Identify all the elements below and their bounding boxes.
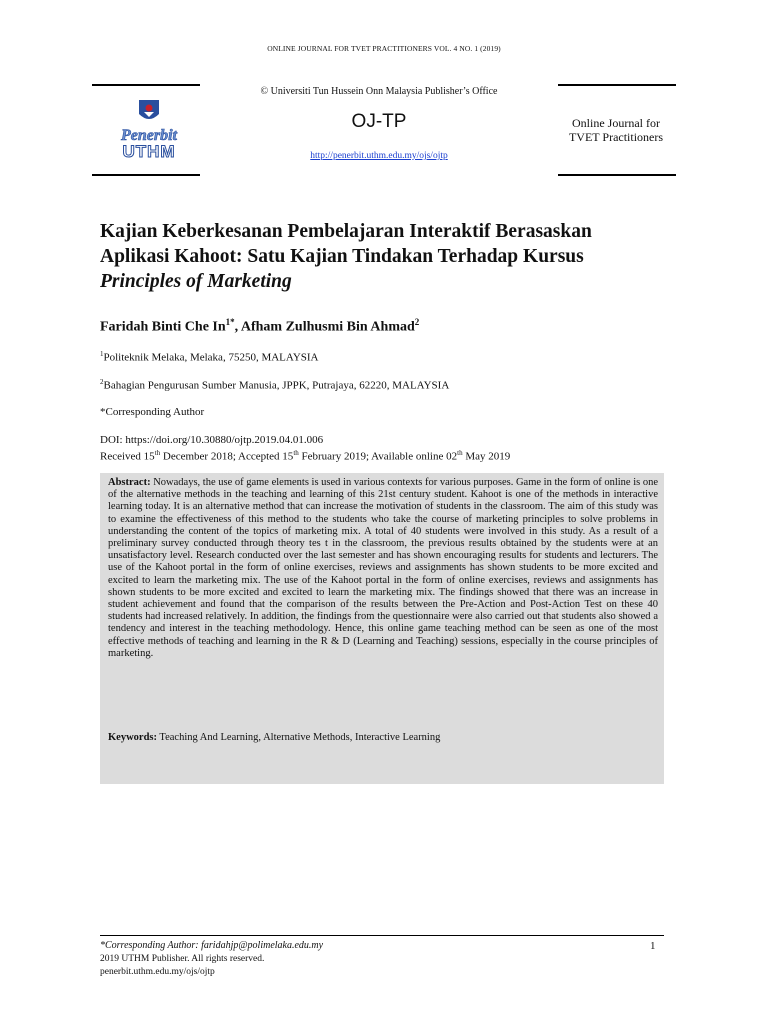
author-2-sup: 2	[414, 317, 420, 327]
article-title	[100, 219, 670, 294]
publisher-site[interactable]: penerbit.uthm.edu.my/ojs/ojtp	[100, 967, 215, 977]
header-rule-left-top	[92, 84, 200, 86]
journal-name-line1: Online Journal for	[572, 116, 660, 130]
keywords	[108, 732, 440, 743]
abstract-box	[100, 473, 664, 784]
doi-line[interactable]: DOI: https://doi.org/10.30880/ojtp.2019.04.01.006	[100, 434, 324, 446]
title-line2: Aplikasi Kahoot: Satu Kajian Tindakan Terhadap Kursus	[100, 246, 584, 267]
header-rule-right-bottom	[558, 174, 676, 176]
journal-url-link[interactable]: http://penerbit.uthm.edu.my/ojs/ojtp	[310, 151, 448, 161]
publisher-notice: 2019 UTHM Publisher. All rights reserved.	[100, 954, 265, 964]
journal-name-line2: TVET Practitioners	[568, 130, 664, 144]
penerbit-uthm-logo	[104, 98, 194, 162]
page-number: 1	[650, 940, 656, 952]
title-line3: Principles of Marketing	[100, 271, 292, 292]
copyright-notice: © Universiti Tun Hussein Onn Malaysia Publisher’s Office	[260, 86, 498, 97]
author-separator: ,	[234, 319, 241, 335]
affiliation-1-sup: 1	[100, 350, 104, 358]
keywords-label: Keywords:	[108, 732, 157, 743]
crest-icon	[139, 100, 159, 119]
corresponding-email: *Corresponding Author: faridahjp@polimelaka.edu.my	[100, 940, 324, 951]
abstract-text	[108, 477, 658, 660]
affiliation-2: $^2$Bahagian Pengurusan Sumber Manusia, JPPK, Putrajaya, 62220, MALAYSIA	[100, 378, 450, 392]
received-dates: Received 15th December 2018; Accepted 15th February 2019; Available online 02th May 2019	[100, 449, 511, 463]
running-head: ONLINE JOURNAL FOR TVET PRACTITIONERS VOL. 4 NO. 1 (2019)	[267, 44, 501, 53]
logo-text-bottom: UTHM	[122, 142, 176, 161]
author-1-sup: 1*	[225, 317, 235, 327]
title-line1: Kajian Keberkesanan Pembelajaran Interaktif Berasaskan	[100, 221, 592, 242]
abstract-label: Abstract:	[108, 477, 151, 488]
affiliation-2-sup: 2	[100, 378, 104, 386]
keywords-list: Teaching And Learning, Alternative Methods, Interactive Learning	[157, 732, 441, 743]
affiliation-1: $^1$Politeknik Melaka, Melaka, 75250, MALAYSIA	[100, 350, 319, 364]
author-list	[100, 317, 419, 336]
logo-text-top: Penerbit	[121, 127, 177, 144]
corresponding-label: *Corresponding Author	[100, 406, 205, 418]
header-rule-right-top	[558, 84, 676, 86]
author-2: Afham Zulhusmi Bin Ahmad	[240, 319, 415, 335]
journal-abbreviation: OJ-TP	[351, 111, 407, 132]
author-1: Faridah Binti Che In	[100, 319, 226, 335]
journal-name	[558, 116, 674, 144]
footnote-rule	[100, 935, 664, 936]
header-rule-left-bottom	[92, 174, 200, 176]
abstract-body: Nowadays, the use of game elements is used in various contexts for various purposes. Game in the form of online is one of the alternative methods in the teaching and learning of this 21st century student. Kahoot is one of the methods in interactive learning today. It is an alternative method that can increase the motivation of students in the classroom. The aim of this study was to examine the effectiveness of this method to the students who take the course of marketing principles to solve problems in understanding the content of the topics of marketing mix. A total of 40 students were involved in this study. As a result of a preliminary survey conducted through theory tes t in the classroom, the previous results obtained by the students were at an unsatisfactory level. Research conducted over the last semester and has shown encouraging results for students and lecturers. The use of the Kahoot portal in the form of online exercises, reviews and assignments has shown students to be more excited and excited to learn the marketing mix. The use of the Kahoot portal in the form of online exercises, reviews and assignments has shown students to be more excited and excited to learn the marketing mix. The findings showed that there was an increase in student achievement and found that the comparison of the results between the Pre-Action and Post-Action Test on these 40 students had increased relatively. In addition, the findings from the questionnaire were also carried out that students also showed a tendency and interest in the teaching methodology. Hence, this online game teaching method can be seen as one of the most effective methods of teaching and learning in the R & D (Learning and Teaching) sessions, especially in the course principles of marketing.	[108, 477, 658, 659]
